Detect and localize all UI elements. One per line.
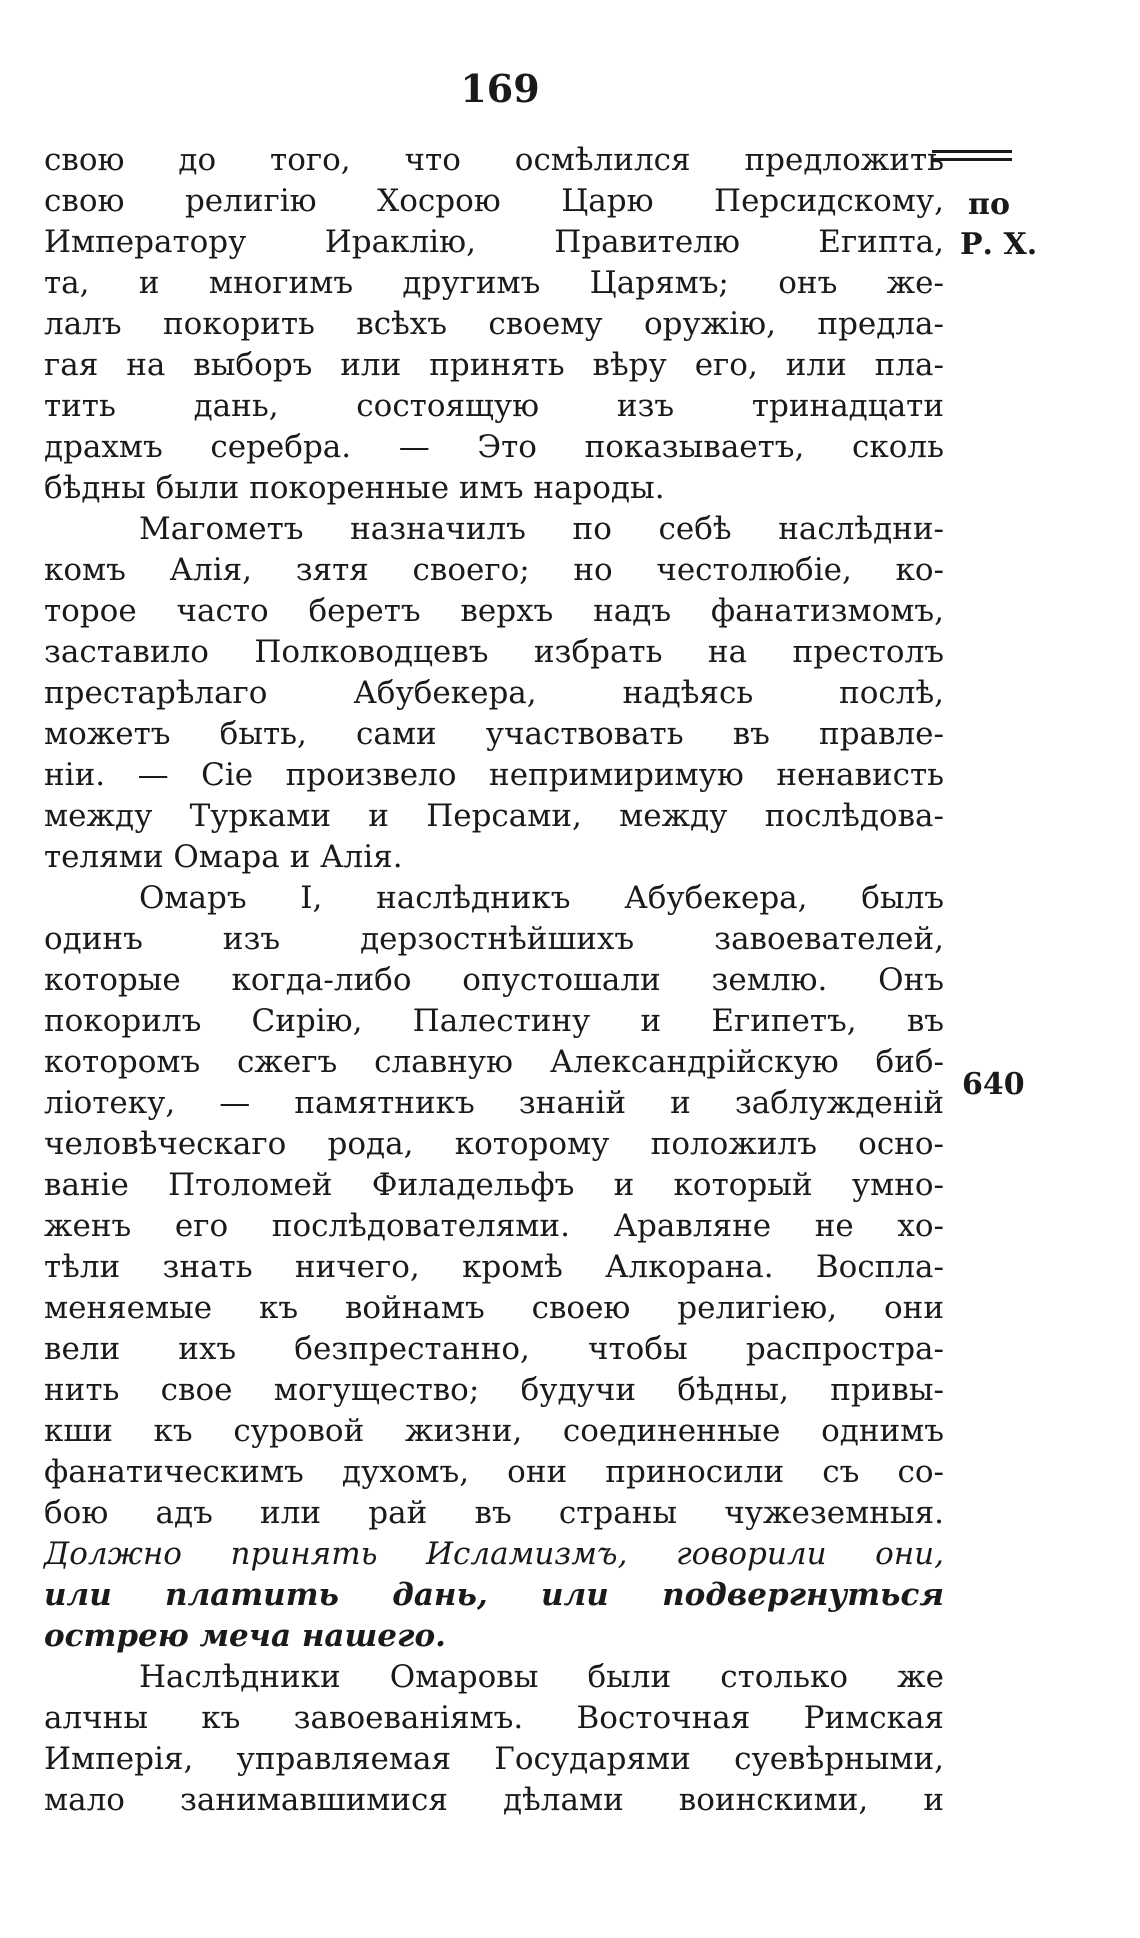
text-line: острею меча нашего. [44, 1618, 446, 1654]
text-line: покорилъ Сирію, Палестину и Египетъ, въ [44, 1003, 944, 1039]
text-line: свою до того, что осмѣлился предложить [44, 142, 944, 178]
text-line: которомъ сжегъ славную Александрійскую биб- [44, 1044, 944, 1080]
text-line: или платить дань, или подвергнуться [44, 1577, 944, 1613]
text-line: вели ихъ безпрестанно, чтобы распростра- [44, 1331, 944, 1367]
text-line: торое часто беретъ верхъ надъ фанатизмомъ, [44, 593, 944, 629]
text-line: можетъ быть, сами участвовать въ правле- [44, 716, 944, 752]
text-line: комъ Алія, зятя своего; но честолюбіе, ко- [44, 552, 944, 588]
text-line: Магометъ назначилъ по себѣ наслѣдни- [139, 511, 944, 547]
text-line: свою религію Хосрою Царю Персидскому, [44, 183, 944, 219]
text-line: женъ его послѣдователями. Аравляне не хо- [44, 1208, 944, 1244]
body-text [44, 140, 944, 1821]
text-line: которые когда-либо опустошали землю. Онъ [44, 962, 944, 998]
text-line: одинъ изъ дерзостнѣйшихъ завоевателей, [44, 921, 944, 957]
text-line: ліотеку, — памятникъ знаній и заблужденій [44, 1085, 944, 1121]
text-line: нить свое могущество; будучи бѣдны, привы- [44, 1372, 944, 1408]
margin-note-po: по [968, 187, 1010, 222]
margin-rule-double [932, 158, 1012, 161]
text-line: мало занимавшимися дѣлами воинскими, и [44, 1782, 944, 1818]
margin-note-year: 640 [962, 1067, 1025, 1102]
text-line: бѣдны были покоренные имъ народы. [44, 470, 665, 506]
text-line: ніи. — Сіе произвело непримиримую ненависть [44, 757, 944, 793]
text-line: фанатическимъ духомъ, они приносили съ со- [44, 1454, 944, 1490]
text-line: Имперія, управляемая Государями суевѣрными, [44, 1741, 944, 1777]
text-line: Омаръ I, наслѣдникъ Абубекера, былъ [139, 880, 944, 916]
margin-note-rx: Р. Х. [960, 227, 1038, 262]
text-line: телями Омара и Алія. [44, 839, 403, 875]
text-line: кши къ суровой жизни, соединенные однимъ [44, 1413, 944, 1449]
page-number: 169 [460, 66, 540, 111]
text-line: человѣческаго рода, которому положилъ осно- [44, 1126, 944, 1162]
text-line: тѣли знать ничего, кромѣ Алкорана. Воспла- [44, 1249, 944, 1285]
text-line: Должно принять Исламизмъ, говорили они, [44, 1536, 944, 1572]
text-line: драхмъ серебра. — Это показываетъ, сколь [44, 429, 944, 465]
text-line: ваніе Птоломей Филадельфъ и который умно- [44, 1167, 944, 1203]
text-line: та, и многимъ другимъ Царямъ; онъ же- [44, 265, 944, 301]
text-line: бою адъ или рай въ страны чужеземныя. [44, 1495, 944, 1531]
text-line: Императору Ираклію, Правителю Египта, [44, 224, 944, 260]
text-line: между Турками и Персами, между послѣдова- [44, 798, 944, 834]
text-line: алчны къ завоеваніямъ. Восточная Римская [44, 1700, 944, 1736]
text-line: лалъ покорить всѣхъ своему оружію, предла- [44, 306, 944, 342]
text-line: Наслѣдники Омаровы были столько же [139, 1659, 944, 1695]
text-line: меняемые къ войнамъ своею религіею, они [44, 1290, 944, 1326]
text-line: тить дань, состоящую изъ тринадцати [44, 388, 944, 424]
text-line: заставило Полководцевъ избрать на престолъ [44, 634, 944, 670]
text-line: престарѣлаго Абубекера, надѣясь послѣ, [44, 675, 944, 711]
text-line: гая на выборъ или принять вѣру его, или пла- [44, 347, 944, 383]
margin-rule [932, 150, 1012, 153]
